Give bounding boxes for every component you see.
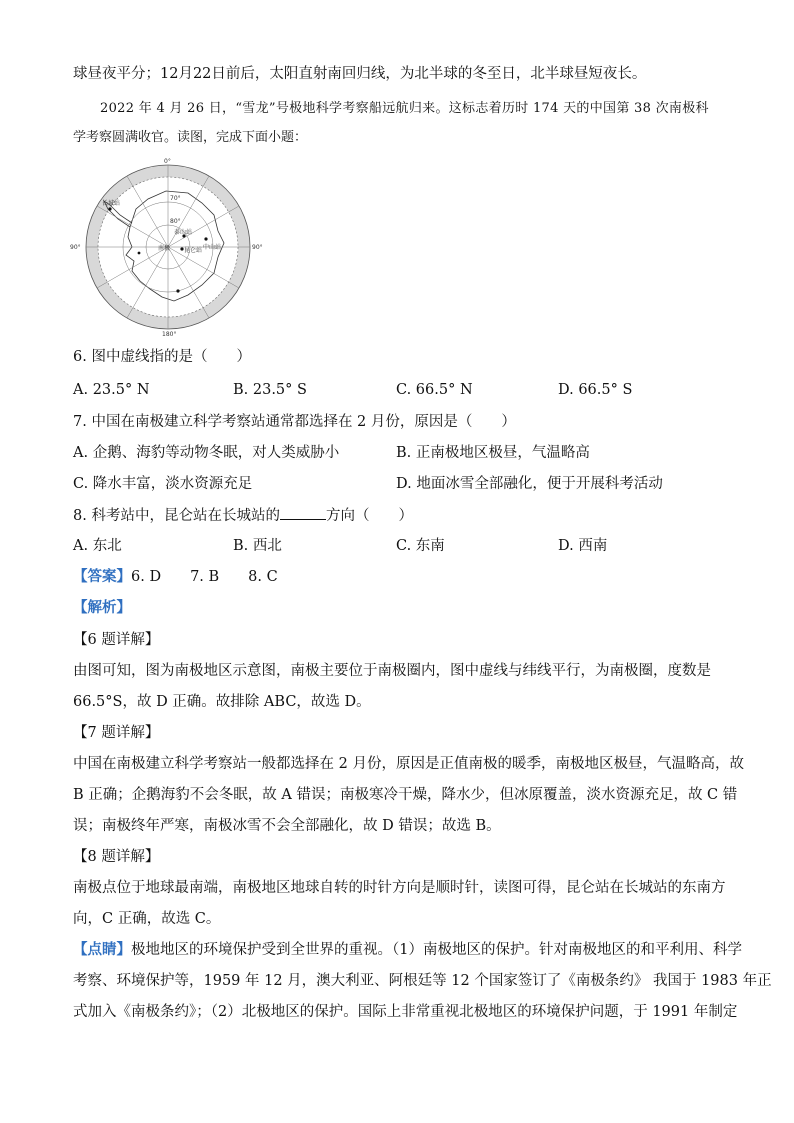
station-dot-changcheng bbox=[108, 207, 111, 210]
antarctica-map bbox=[70, 157, 264, 338]
label-0-degree: 0° bbox=[164, 158, 171, 165]
q8-option-c: C. 东南 bbox=[396, 538, 445, 554]
text-line: 学考察圆满收官。读图，完成下面小题： bbox=[73, 130, 308, 145]
tip-text: 极地地区的环境保护受到全世界的重视。（1）南极地区的保护。针对南极地区的和平利用、科学 bbox=[131, 942, 742, 958]
tip-label: 【点睛】 bbox=[73, 941, 131, 958]
label-latitude-80: 80° bbox=[170, 218, 181, 225]
label-taishan-station: 泰山站 bbox=[174, 229, 193, 236]
q8-option-d: D. 西南 bbox=[558, 538, 608, 554]
answer-line bbox=[73, 567, 278, 587]
q7-option-b: B. 正南极地区极昼，气温略高 bbox=[396, 445, 590, 461]
q7-option-c: C. 降水丰富，淡水资源充足 bbox=[73, 476, 253, 492]
label-kunlun-station: 昆仑站 bbox=[184, 247, 203, 254]
text-line: 球昼夜平分；12月22日前后，太阳直射南回归线，为北半球的冬至日，北半球昼短夜长。 bbox=[73, 66, 647, 82]
q6-option-a: A. 23.5° N bbox=[73, 382, 150, 398]
tip-text: 式加入《南极条约》；（2）北极地区的保护。国际上非常重视北极地区的环境保护问题，于 1991 年制定 bbox=[73, 1004, 738, 1020]
detail-7-title: 【7 题详解】 bbox=[73, 725, 160, 741]
detail-8-title: 【8 题详解】 bbox=[73, 849, 160, 865]
label-latitude-70: 70° bbox=[170, 195, 181, 202]
tip-text: 考察、环境保护等，1959 年 12 月，澳大利亚、阿根廷等 12 个国家签订了《南极条约》 我国于 1983 年正 bbox=[73, 973, 772, 989]
label-90-west: 90° bbox=[70, 244, 81, 251]
station-dot-zhongshan bbox=[204, 237, 207, 240]
tip-line bbox=[73, 940, 742, 960]
answer-blank bbox=[280, 505, 326, 520]
q6-option-d: D. 66.5° S bbox=[558, 382, 633, 398]
question-8-stem bbox=[73, 505, 413, 526]
q8-stem-post: 方向（ ） bbox=[325, 508, 413, 524]
detail-7-text: B 正确；企鹅海豹不会冬眠，故 A 错误；南极寒冷干燥，降水少，但冰原覆盖，淡水资源充足，故 C 错 bbox=[73, 787, 738, 803]
q6-option-c: C. 66.5° N bbox=[396, 382, 473, 398]
station-dot bbox=[176, 289, 179, 292]
analysis-label: 【解析】 bbox=[73, 599, 131, 616]
station-dot bbox=[138, 252, 141, 255]
detail-8-text: 南极点位于地球最南端，南极地区地球自转的时针方向是顺时针，读图可得，昆仑站在长城站的东南方 bbox=[73, 880, 726, 896]
answer-text: 6. D 7. B 8. C bbox=[131, 569, 278, 585]
label-180-degree: 180° bbox=[162, 331, 177, 338]
label-90-east: 90° bbox=[252, 244, 263, 251]
label-south-pole: 南极 bbox=[158, 245, 171, 252]
q7-option-a: A. 企鹅、海豹等动物冬眠，对人类威胁小 bbox=[73, 445, 340, 461]
detail-6-title: 【6 题详解】 bbox=[73, 632, 160, 648]
answer-label: 【答案】 bbox=[73, 568, 131, 585]
detail-7-text: 误；南极终年严寒，南极冰雪不会全部融化，故 D 错误；故选 B。 bbox=[73, 818, 501, 834]
q8-option-a: A. 东北 bbox=[73, 538, 122, 554]
q7-option-d: D. 地面冰雪全部融化，便于开展科考活动 bbox=[396, 476, 663, 492]
q8-option-b: B. 西北 bbox=[233, 538, 282, 554]
detail-6-text: 由图可知，图为南极地区示意图，南极主要位于南极圈内，图中虚线与纬线平行，为南极圈，度数是 bbox=[73, 663, 711, 679]
detail-6-text: 66.5°S，故 D 正确。故排除 ABC，故选 D。 bbox=[73, 694, 371, 710]
text-line: 2022 年 4 月 26 日，“雪龙”号极地科学考察船远航归来。这标志着历时 174 天的中国第 38 次南极科 bbox=[100, 101, 709, 116]
label-changcheng-station: 长城站 bbox=[102, 200, 121, 207]
q8-stem-pre: 8. 科考站中，昆仑站在长城站的 bbox=[73, 508, 280, 524]
detail-7-text: 中国在南极建立科学考察站一般都选择在 2 月份，原因是正值南极的暖季，南极地区极昼，气温略高，故 bbox=[73, 756, 744, 772]
question-7-stem: 7. 中国在南极建立科学考察站通常都选择在 2 月份，原因是（ ） bbox=[73, 414, 516, 430]
detail-8-text: 向，C 正确，故选 C。 bbox=[73, 911, 221, 927]
q6-option-b: B. 23.5° S bbox=[233, 382, 307, 398]
question-6-stem: 6. 图中虚线指的是（ ） bbox=[73, 349, 251, 365]
label-zhongshan-station: 中山站 bbox=[203, 244, 222, 251]
